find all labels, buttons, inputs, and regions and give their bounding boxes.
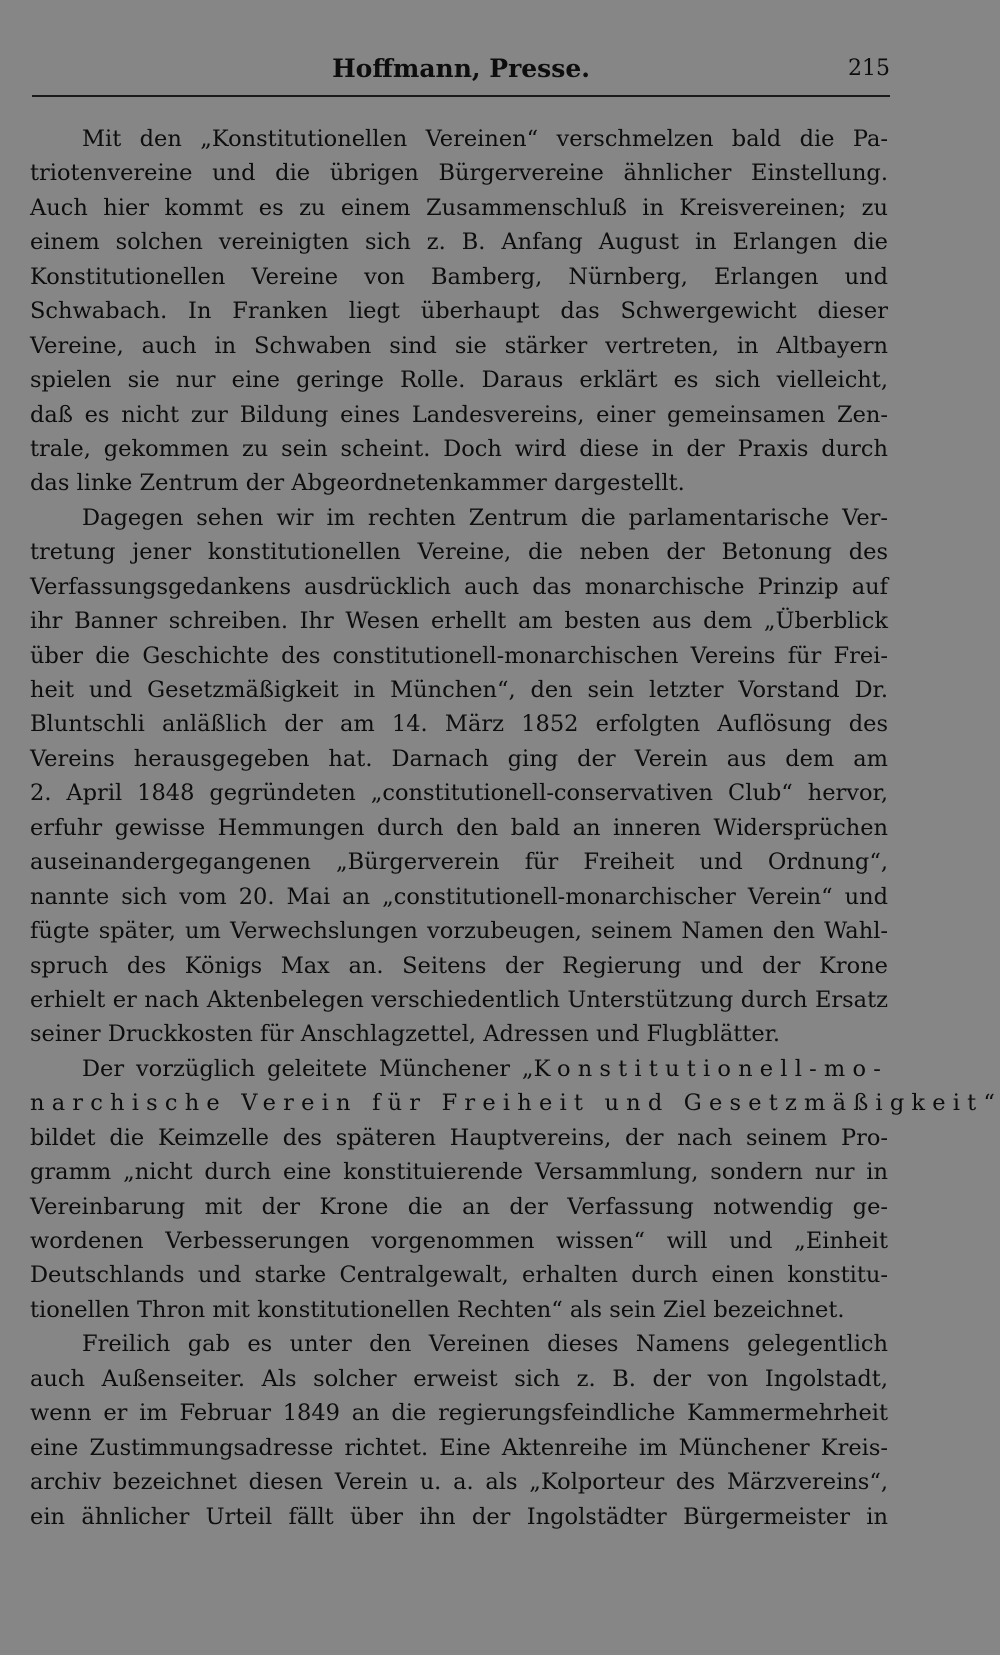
text-line: eine Zustimmungsadresse richtet. Eine Aktenreihe im Münchener Kreis- (30, 1434, 888, 1461)
text-line: Konstitutionellen Vereine von Bamberg, Nürnberg, Erlangen und (30, 263, 888, 290)
text-line: Auch hier kommt es zu einem Zusammenschluß in Kreisvereinen; zu (30, 194, 888, 221)
text-line: Schwabach. In Franken liegt überhaupt das Schwergewicht dieser (30, 298, 888, 325)
text-line: Vereins herausgegeben hat. Darnach ging der Verein aus dem am (30, 745, 888, 772)
text-line: auch Außenseiter. Als solcher erweist sich z. B. der von Ingolstadt, (30, 1365, 888, 1392)
text-line: wenn er im Februar 1849 an die regierungsfeindliche Kammermehrheit (30, 1400, 888, 1427)
letterspaced-title: narchische Verein für Freiheit und Gesetzmäßigkeit (30, 1090, 984, 1117)
running-head (32, 52, 890, 92)
text-line: Deutschlands und starke Centralgewalt, erhalten durch einen konstitu- (30, 1262, 888, 1289)
body-text (30, 122, 995, 1534)
letterspaced-title: Konstitutionell-mo- (533, 1055, 888, 1082)
text-line: triotenvereine und die übrigen Bürgervereine ähnlicher Einstellung. (30, 160, 888, 187)
text-line: Vereinbarung mit der Krone die an der Verfassung notwendig ge- (30, 1193, 888, 1220)
text-line: nannte sich vom 20. Mai an „constitutionell-monarchischer Verein“ und (30, 883, 888, 910)
text-line: heit und Gesetzmäßigkeit in München“, den sein letzter Vorstand Dr. (30, 677, 888, 703)
text-line: Mit den „Konstitutionellen Vereinen“ verschmelzen bald die Pa- (82, 126, 888, 152)
text-line: auseinandergegangenen „Bürgerverein für Freiheit und Ordnung“, (30, 849, 888, 876)
text-line: erfuhr gewisse Hemmungen durch den bald an inneren Widersprüchen (30, 814, 888, 841)
text-line: einem solchen vereinigten sich z. B. Anfang August in Erlangen die (30, 229, 888, 256)
running-head-title: Hoffmann, Presse. (332, 54, 590, 83)
text-line: bildet die Keimzelle des späteren Hauptvereins, der nach seinem Pro- (30, 1124, 888, 1151)
text-line (30, 1052, 888, 1086)
page-number: 215 (848, 56, 890, 81)
text-line: spielen sie nur eine geringe Rolle. Daraus erklärt es sich vielleicht, (30, 367, 888, 394)
text-line: Freilich gab es unter den Vereinen dieses Namens gelegentlich (82, 1331, 888, 1358)
text-line: gramm „nicht durch eine konstituierende Versammlung, sondern nur in (30, 1159, 888, 1186)
text-fragment: “ (983, 1090, 995, 1117)
text-line: spruch des Königs Max an. Seitens der Regierung und der Krone (30, 952, 888, 979)
text-line: wordenen Verbesserungen vorgenommen wissen“ will und „Einheit (30, 1228, 888, 1254)
text-fragment: Der vorzüglich geleitete Münchener „ (82, 1055, 534, 1082)
text-line: tionellen Thron mit konstitutionellen Rechten“ als sein Ziel bezeichnet. (30, 1296, 845, 1323)
text-line: über die Geschichte des constitutionell-monarchischen Vereins für Frei- (30, 642, 888, 669)
text-line: erhielt er nach Aktenbelegen verschiedentlich Unterstützung durch Ersatz (30, 986, 888, 1013)
text-line: Verfassungsgedankens ausdrücklich auch das monarchische Prinzip auf (30, 573, 888, 600)
header-rule (32, 95, 890, 97)
text-line: 2. April 1848 gegründeten „constitutionell-conservativen Club“ hervor, (30, 780, 888, 807)
text-line: ein ähnlicher Urteil fällt über ihn der Ingolstädter Bürgermeister in (30, 1503, 888, 1530)
text-line: fügte später, um Verwechslungen vorzubeugen, seinem Namen den Wahl- (30, 918, 888, 945)
text-line (30, 1086, 995, 1120)
text-line: Vereine, auch in Schwaben sind sie stärker vertreten, in Altbayern (30, 332, 888, 359)
text-line: Bluntschli anläßlich der am 14. März 1852 erfolgten Auflösung des (30, 711, 888, 738)
text-line: ihr Banner schreiben. Ihr Wesen erhellt am besten aus dem „Überblick (30, 608, 888, 635)
text-line: daß es nicht zur Bildung eines Landesvereins, einer gemeinsamen Zen- (30, 401, 888, 428)
text-line: trale, gekommen zu sein scheint. Doch wird diese in der Praxis durch (30, 435, 888, 462)
text-line: das linke Zentrum der Abgeordnetenkammer dargestellt. (30, 470, 685, 497)
text-line: seiner Druckkosten für Anschlagzettel, Adressen und Flugblätter. (30, 1021, 781, 1048)
text-line: Dagegen sehen wir im rechten Zentrum die parlamentarische Ver- (82, 504, 888, 531)
text-line: tretung jener konstitutionellen Vereine, die neben der Betonung des (30, 539, 888, 566)
text-line: archiv bezeichnet diesen Verein u. a. als „Kolporteur des Märzvereins“, (30, 1469, 888, 1496)
